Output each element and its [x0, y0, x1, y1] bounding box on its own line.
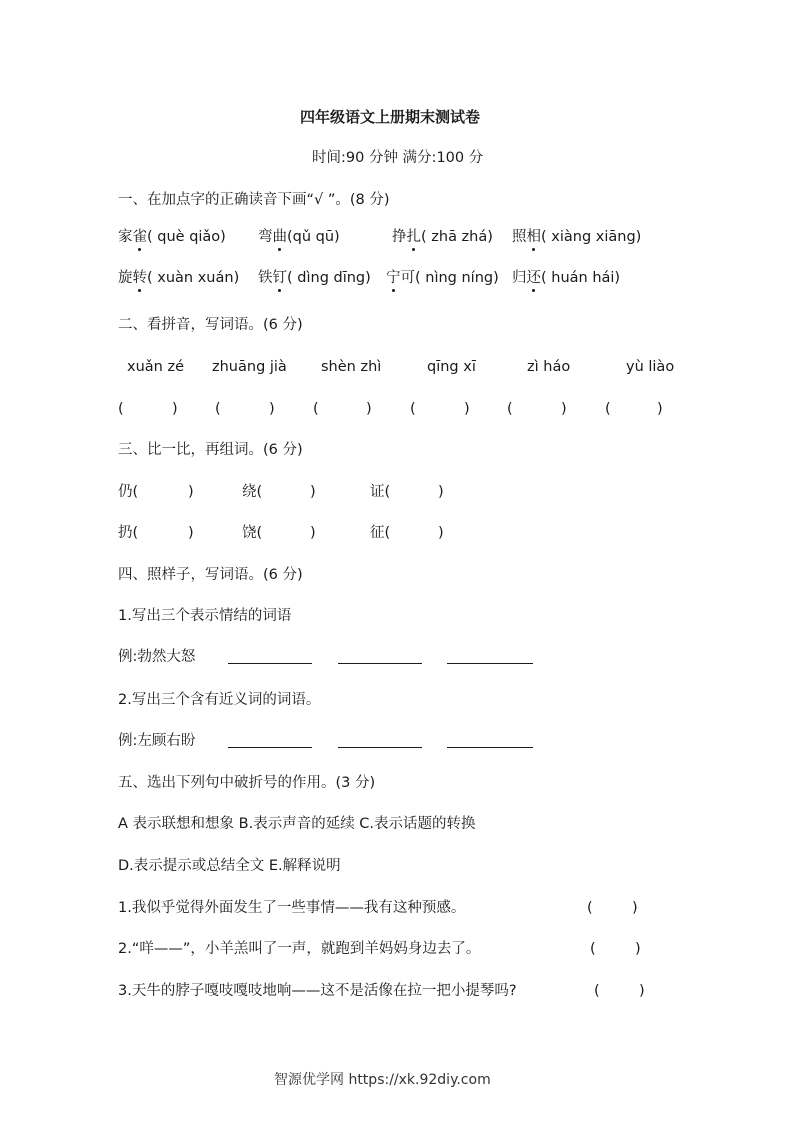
answer-close-1: )	[172, 401, 178, 417]
blank-line	[338, 747, 422, 748]
section5-heading: 五、选出下列句中破折号的作用。(3 分)	[118, 775, 376, 791]
answer-open-2: (	[215, 401, 221, 417]
pinyin-2: zhuāng jià	[212, 359, 287, 375]
answer-open-4: (	[410, 401, 416, 417]
compare-3-b-close: )	[438, 525, 444, 541]
page-title: 四年级语文上册期末测试卷	[300, 108, 481, 126]
s5-question-3: 3.天牛的脖子嘎吱嘎吱地响——这不是活像在拉一把小提琴吗?	[118, 983, 517, 999]
pinyin-4: qīng xī	[427, 359, 476, 375]
s5-answer-open-2: (	[590, 941, 596, 957]
blank-line	[447, 663, 533, 664]
pinyin-1: xuǎn zé	[127, 359, 184, 375]
pinyin-5: zì háo	[527, 359, 571, 375]
exam-info: 时间:90 分钟 满分:100 分	[312, 150, 484, 166]
answer-open-3: (	[313, 401, 319, 417]
s5-options-2: D.表示提示或总结全文 E.解释说明	[118, 858, 341, 874]
s5-answer-open-1: (	[587, 900, 593, 916]
compare-1-b: 扔(	[118, 525, 139, 541]
answer-close-4: )	[464, 401, 470, 417]
s5-answer-open-3: (	[594, 983, 600, 999]
section1-heading: 一、在加点字的正确读音下画“√ ”。(8 分)	[118, 192, 390, 208]
s5-question-2: 2.“咩——”，小羊羔叫了一声，就跑到羊妈妈身边去了。	[118, 941, 481, 957]
s4-example-2: 例:左顾右盼	[118, 733, 196, 749]
answer-close-5: )	[561, 401, 567, 417]
s4-question-1: 1.写出三个表示情结的词语	[118, 608, 292, 624]
compare-1-b-close: )	[188, 525, 194, 541]
answer-close-3: )	[366, 401, 372, 417]
s5-answer-close-3: )	[639, 983, 645, 999]
s5-answer-close-1: )	[632, 900, 638, 916]
compare-2-a: 绕(	[242, 484, 263, 500]
footer-watermark: 智源优学网 https://xk.92diy.com	[274, 1072, 491, 1088]
compare-3-a-close: )	[438, 484, 444, 500]
answer-open-5: (	[507, 401, 513, 417]
blank-line	[228, 663, 312, 664]
s5-answer-close-2: )	[635, 941, 641, 957]
pinyin-3: shèn zhì	[321, 359, 382, 375]
compare-2-b-close: )	[310, 525, 316, 541]
s4-question-2: 2.写出三个含有近义词的词语。	[118, 692, 321, 708]
section4-heading: 四、照样子，写词语。(6 分)	[118, 567, 303, 583]
answer-open-1: (	[118, 401, 124, 417]
section3-heading: 三、比一比，再组词。(6 分)	[118, 442, 303, 458]
blank-line	[228, 747, 312, 748]
compare-1-a: 仍(	[118, 484, 139, 500]
compare-3-b: 征(	[370, 525, 391, 541]
compare-3-a: 证(	[370, 484, 391, 500]
compare-2-b: 饶(	[242, 525, 263, 541]
section2-heading: 二、看拼音，写词语。(6 分)	[118, 317, 303, 333]
s1-item-1: 家雀( què qiǎo)	[118, 229, 226, 245]
s1-item-4: 照相( xiàng xiāng)	[512, 229, 642, 245]
s1-item-3: 挣扎( zhā zhá)	[392, 229, 493, 245]
s5-question-1: 1.我似乎觉得外面发生了一些事情——我有这种预感。	[118, 900, 466, 916]
s1-item-5: 旋转( xuàn xuán)	[118, 270, 240, 286]
answer-close-6: )	[657, 401, 663, 417]
s1-item-7: 宁可( nìng níng)	[386, 270, 499, 286]
blank-line	[447, 747, 533, 748]
answer-close-2: )	[269, 401, 275, 417]
s4-example-1: 例:勃然大怒	[118, 649, 196, 665]
s1-item-2: 弯曲(qǔ qū)	[258, 229, 340, 245]
s1-item-6: 铁钉( dìng dīng)	[258, 270, 371, 286]
blank-line	[338, 663, 422, 664]
s1-item-8: 归还( huán hái)	[512, 270, 621, 286]
compare-2-a-close: )	[310, 484, 316, 500]
compare-1-a-close: )	[188, 484, 194, 500]
s5-options-1: A 表示联想和想象 B.表示声音的延续 C.表示话题的转换	[118, 816, 476, 832]
pinyin-6: yù liào	[626, 359, 675, 375]
answer-open-6: (	[605, 401, 611, 417]
